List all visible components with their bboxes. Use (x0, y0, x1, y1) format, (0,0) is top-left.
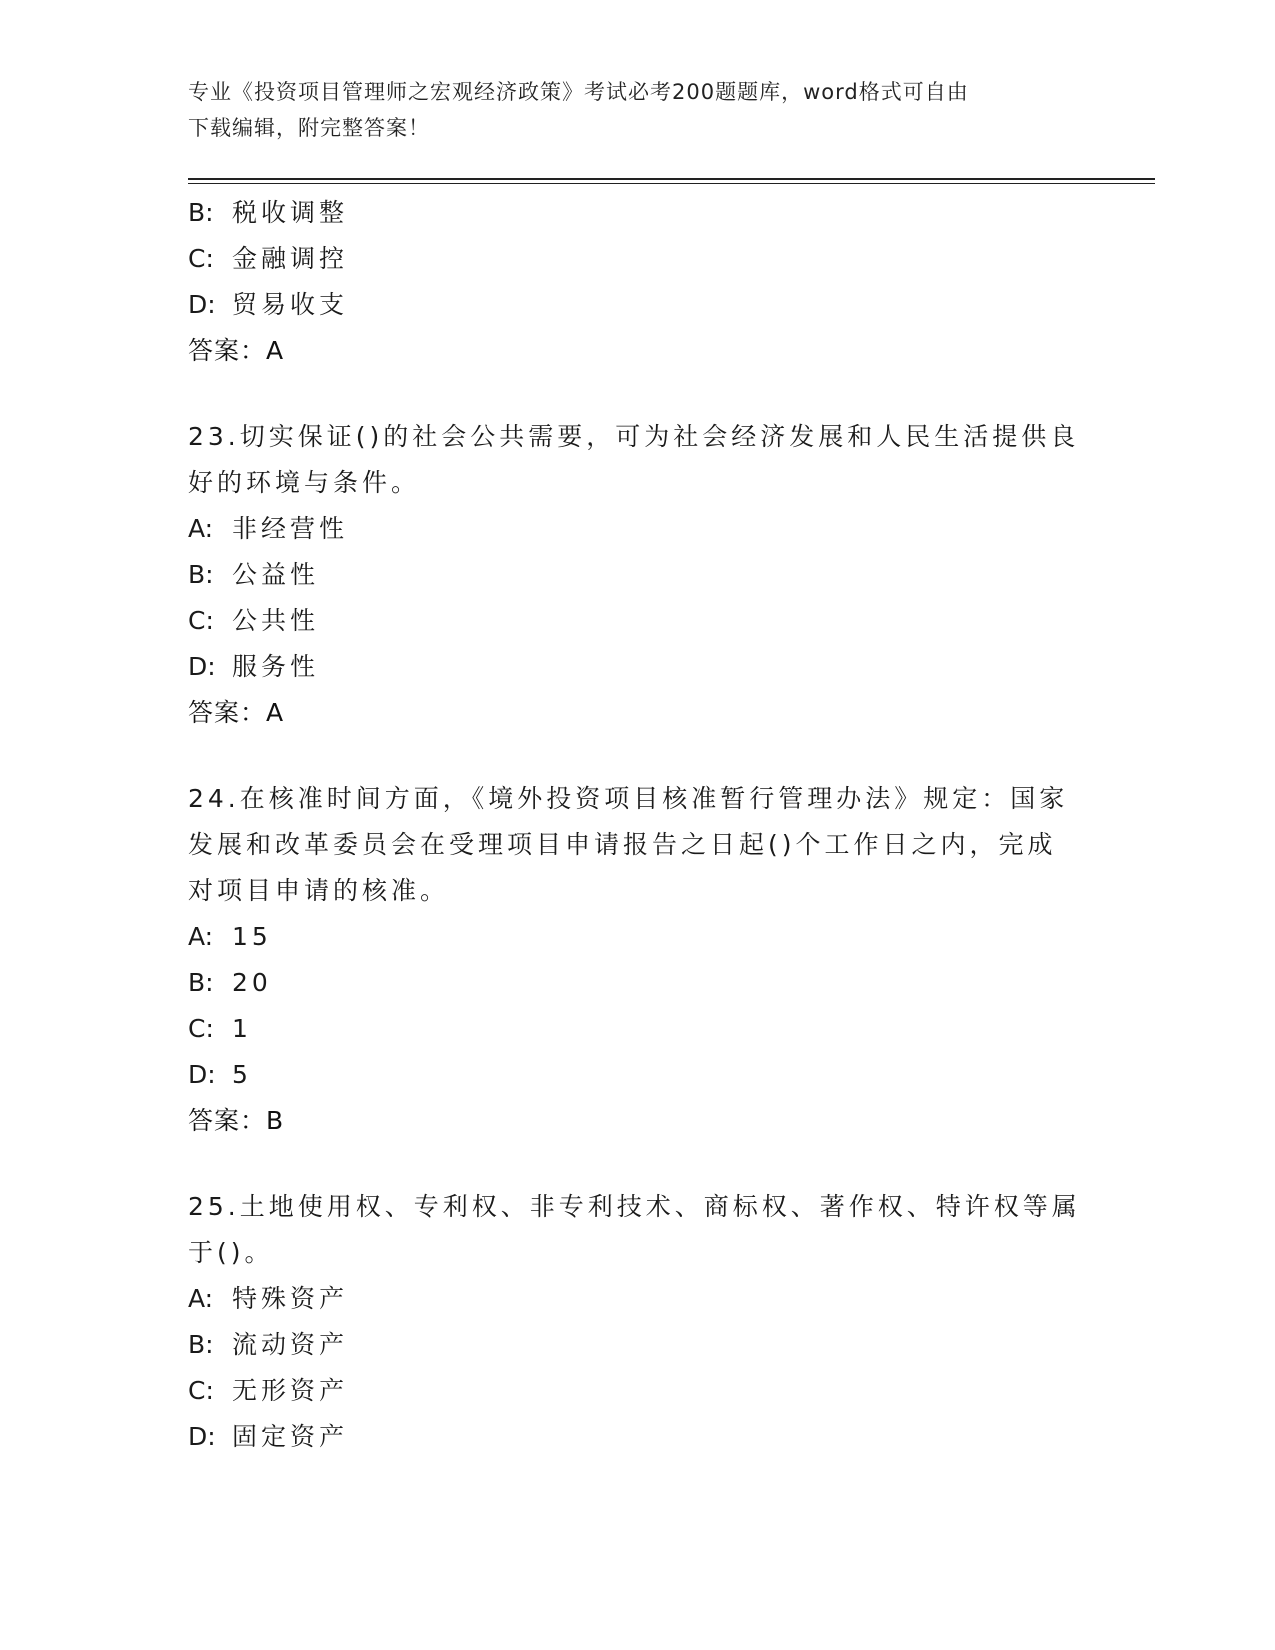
question-24 (188, 776, 1088, 1144)
question-stem-line: 好的环境与条件。 (188, 468, 421, 497)
option-b (188, 190, 1088, 236)
option-key: C: (188, 606, 214, 635)
option-d (188, 1414, 1088, 1460)
question-stem-line: 对项目申请的核准。 (188, 876, 450, 905)
option-text: 非经营性 (232, 514, 349, 543)
option-text: 15 (232, 922, 272, 951)
option-b (188, 960, 1088, 1006)
option-key: B: (188, 968, 214, 997)
header-rule-thick (188, 178, 1155, 180)
option-b (188, 552, 1088, 598)
option-text: 公益性 (232, 560, 320, 589)
option-text: 服务性 (232, 652, 320, 681)
option-key: A: (188, 514, 214, 543)
option-text: 税收调整 (232, 198, 349, 227)
option-text: 公共性 (232, 606, 320, 635)
question-stem-line: 23.切实保证()的社会公共需要，可为社会经济发展和人民生活提供良 (188, 422, 1080, 451)
question-stem-line: 于()。 (188, 1238, 274, 1267)
option-text: 流动资产 (232, 1330, 349, 1359)
option-key: D: (188, 1060, 216, 1089)
answer-line: 答案：A (188, 698, 285, 727)
question-23 (188, 414, 1088, 736)
option-a (188, 1276, 1088, 1322)
option-text: 固定资产 (232, 1422, 349, 1451)
answer-line: 答案：A (188, 336, 285, 365)
question-fragment (188, 190, 1088, 374)
header-line-1: 专业《投资项目管理师之宏观经济政策》考试必考200题题库，word格式可自由 (188, 80, 969, 104)
option-c (188, 236, 1088, 282)
page-content (188, 190, 1088, 1460)
option-c (188, 598, 1088, 644)
option-a (188, 914, 1088, 960)
question-stem-line: 25.土地使用权、专利权、非专利技术、商标权、著作权、特许权等属 (188, 1192, 1081, 1221)
page-header (188, 74, 1088, 146)
option-key: B: (188, 560, 214, 589)
question-25 (188, 1184, 1088, 1460)
option-d (188, 1052, 1088, 1098)
option-c (188, 1368, 1088, 1414)
option-key: D: (188, 1422, 216, 1451)
option-key: A: (188, 922, 214, 951)
option-text: 1 (232, 1014, 252, 1043)
option-key: D: (188, 290, 216, 319)
option-key: B: (188, 1330, 214, 1359)
option-text: 无形资产 (232, 1376, 349, 1405)
option-key: A: (188, 1284, 214, 1313)
header-rule-thin (188, 183, 1155, 184)
option-b (188, 1322, 1088, 1368)
option-text: 金融调控 (232, 244, 349, 273)
question-stem-line: 发展和改革委员会在受理项目申请报告之日起()个工作日之内，完成 (188, 830, 1057, 859)
option-key: C: (188, 244, 214, 273)
header-line-2: 下载编辑，附完整答案！ (188, 116, 430, 140)
option-text: 贸易收支 (232, 290, 349, 319)
option-d (188, 282, 1088, 328)
option-key: C: (188, 1376, 214, 1405)
option-a (188, 506, 1088, 552)
question-stem-line: 24.在核准时间方面，《境外投资项目核准暂行管理办法》规定：国家 (188, 784, 1069, 813)
option-key: B: (188, 198, 214, 227)
option-key: C: (188, 1014, 214, 1043)
option-text: 特殊资产 (232, 1284, 349, 1313)
option-d (188, 644, 1088, 690)
option-key: D: (188, 652, 216, 681)
option-c (188, 1006, 1088, 1052)
option-text: 20 (232, 968, 272, 997)
option-text: 5 (232, 1060, 252, 1089)
answer-line: 答案：B (188, 1106, 285, 1135)
